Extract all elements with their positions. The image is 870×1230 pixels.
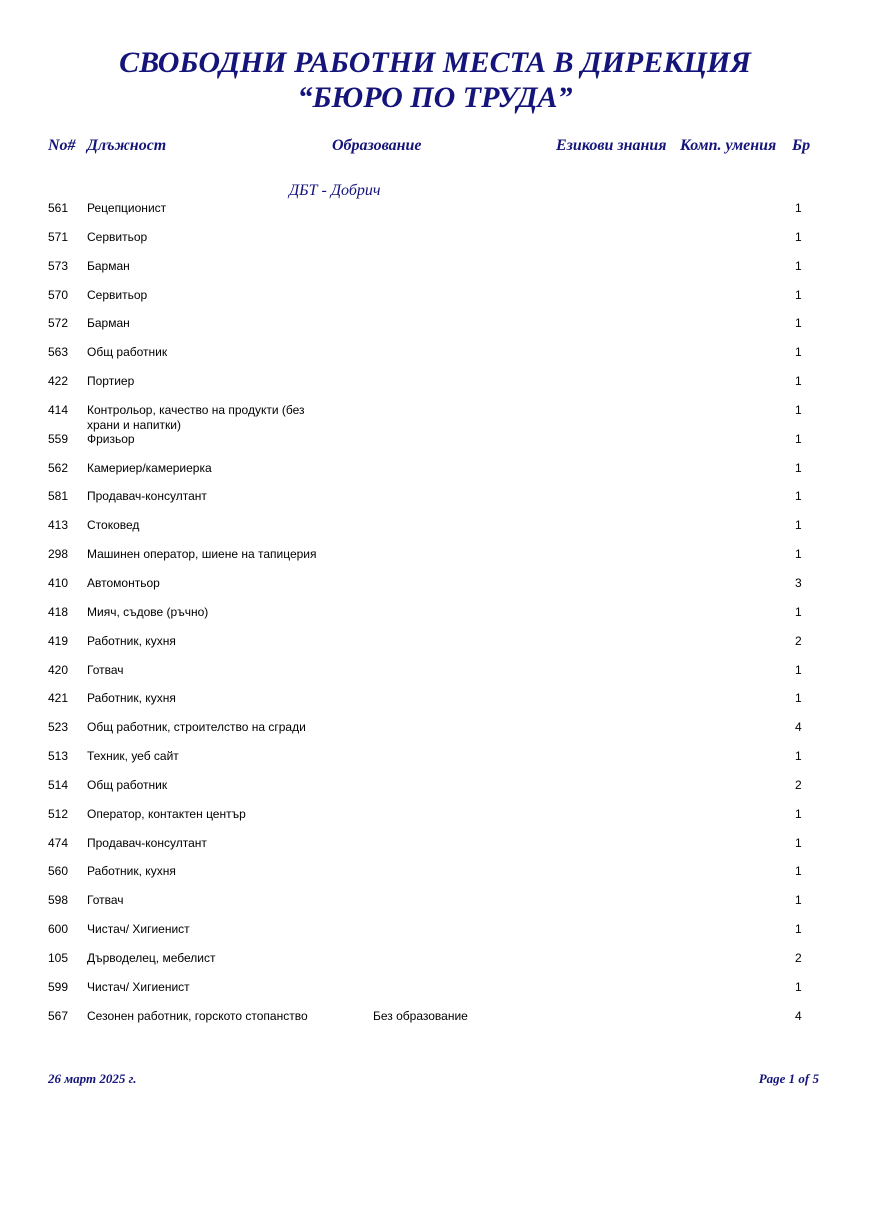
column-header-count: Бр (792, 137, 811, 154)
row-count: 2 (795, 950, 802, 965)
row-count: 1 (795, 662, 802, 677)
row-count: 1 (795, 893, 802, 908)
row-position: Рецепционист (87, 201, 167, 215)
row-number: 570 (48, 287, 69, 302)
row-position: Общ работник, строителство на сгради (87, 720, 306, 735)
row-count: 1 (795, 806, 802, 821)
row-number: 560 (48, 864, 69, 879)
column-header-languages: Езикови знания (556, 137, 667, 154)
row-count: 1 (795, 201, 802, 215)
row-count: 1 (795, 374, 802, 389)
table-row (0, 287, 870, 316)
row-count: 1 (795, 287, 802, 302)
row-position: Работник, кухня (87, 691, 176, 706)
table-row (0, 863, 870, 892)
row-count: 2 (795, 777, 802, 792)
row-position: Фризьор (87, 431, 135, 446)
table-row (0, 979, 870, 1008)
row-position: Работник, кухня (87, 633, 176, 648)
row-number: 420 (48, 662, 69, 677)
row-number: 572 (48, 316, 69, 331)
row-count: 1 (795, 489, 802, 504)
table-row (0, 517, 870, 546)
table-row (0, 690, 870, 719)
row-position: Готвач (87, 893, 124, 908)
row-count: 4 (795, 1008, 802, 1023)
row-number: 474 (48, 835, 69, 850)
table-row (0, 806, 870, 835)
row-education: Без образование (373, 1008, 468, 1023)
table-row (0, 777, 870, 806)
row-position: Сервитьор (87, 229, 148, 244)
row-number: 561 (48, 201, 69, 215)
row-position: Стоковед (87, 518, 140, 533)
row-number: 513 (48, 749, 69, 764)
table-row (0, 344, 870, 373)
row-number: 562 (48, 460, 69, 475)
row-number: 514 (48, 777, 69, 792)
row-number: 105 (48, 950, 69, 965)
row-count: 1 (795, 749, 802, 764)
table-row (0, 950, 870, 979)
table-row (0, 546, 870, 575)
column-header-computer-skills: Комп. умения (680, 137, 777, 154)
row-count: 1 (795, 258, 802, 273)
row-position: Барман (87, 258, 130, 273)
table-row (0, 748, 870, 777)
column-header-no: No# (48, 137, 76, 154)
table-row (0, 488, 870, 517)
table-row (0, 200, 870, 229)
row-position: Автомонтьор (87, 575, 160, 590)
row-position: Продавач-консултант (87, 835, 207, 850)
row-count: 1 (795, 431, 802, 446)
row-position: Общ работник (87, 777, 168, 792)
table-row (0, 921, 870, 950)
column-header-education: Образование (332, 137, 422, 154)
row-position: Оператор, контактен център (87, 806, 246, 821)
table-row (0, 402, 870, 431)
table-row (0, 431, 870, 460)
row-number: 599 (48, 979, 69, 994)
table-row (0, 460, 870, 489)
table-row (0, 315, 870, 344)
row-number: 419 (48, 633, 69, 648)
row-count: 3 (795, 575, 802, 590)
row-position: Общ работник (87, 345, 168, 360)
table-row (0, 575, 870, 604)
table-row (0, 662, 870, 691)
row-number: 418 (48, 604, 69, 619)
table-row (0, 258, 870, 287)
row-position: Чистач/ Хигиенист (87, 979, 190, 994)
row-position: Камериер/камериерка (87, 460, 212, 475)
row-count: 1 (795, 835, 802, 850)
row-position: Чистач/ Хигиенист (87, 922, 190, 937)
row-position: Готвач (87, 662, 124, 677)
row-number: 410 (48, 575, 69, 590)
row-position: Дърводелец, мебелист (87, 950, 216, 965)
document-title-line-1: СВОБОДНИ РАБОТНИ МЕСТА В ДИРЕКЦИЯ (119, 46, 751, 79)
table-row (0, 604, 870, 633)
table-row (0, 373, 870, 402)
row-count: 1 (795, 460, 802, 475)
footer-page-number: Page 1 of 5 (758, 1071, 819, 1086)
row-position: Продавач-консултант (87, 489, 207, 504)
row-count: 1 (795, 316, 802, 331)
row-count: 1 (795, 547, 802, 562)
row-number: 414 (48, 402, 69, 417)
row-count: 1 (795, 864, 802, 879)
row-position: Барман (87, 316, 130, 331)
office-group-label: ДБТ - Добрич (289, 182, 381, 199)
row-number: 523 (48, 720, 69, 735)
row-count: 1 (795, 922, 802, 937)
row-count: 1 (795, 604, 802, 619)
row-number: 563 (48, 345, 69, 360)
row-number: 581 (48, 489, 69, 504)
footer-date: 26 март 2025 г. (48, 1071, 137, 1086)
row-count: 1 (795, 402, 802, 417)
row-number: 512 (48, 806, 69, 821)
table-row (0, 719, 870, 748)
table-row (0, 1008, 870, 1037)
row-number: 413 (48, 518, 69, 533)
row-number: 600 (48, 922, 69, 937)
row-number: 571 (48, 229, 69, 244)
row-position: Техник, уеб сайт (87, 749, 179, 764)
row-number: 598 (48, 893, 69, 908)
row-count: 1 (795, 345, 802, 360)
job-table (0, 200, 870, 1036)
row-number: 422 (48, 374, 69, 389)
row-position: Машинен оператор, шиене на тапицерия (87, 547, 317, 562)
table-row (0, 229, 870, 258)
row-number: 421 (48, 691, 69, 706)
row-position: Сервитьор (87, 287, 148, 302)
table-row (0, 892, 870, 921)
table-row (0, 835, 870, 864)
row-number: 567 (48, 1008, 69, 1023)
document-title-line-2: “БЮРО ПО ТРУДА” (297, 81, 573, 114)
row-position: Работник, кухня (87, 864, 176, 879)
row-count: 1 (795, 229, 802, 244)
row-count: 4 (795, 720, 802, 735)
row-count: 1 (795, 518, 802, 533)
row-count: 1 (795, 979, 802, 994)
row-count: 1 (795, 691, 802, 706)
row-position: Портиер (87, 374, 135, 389)
row-number: 573 (48, 258, 69, 273)
row-position: Контрольор, качество на продукти (без храни и напитки) (87, 402, 305, 432)
table-row (0, 633, 870, 662)
row-count: 2 (795, 633, 802, 648)
row-position: Мияч, съдове (ръчно) (87, 604, 209, 619)
row-position: Сезонен работник, горското стопанство (87, 1008, 308, 1023)
column-header-position: Длъжност (87, 137, 167, 154)
row-number: 559 (48, 431, 69, 446)
row-number: 298 (48, 547, 69, 562)
